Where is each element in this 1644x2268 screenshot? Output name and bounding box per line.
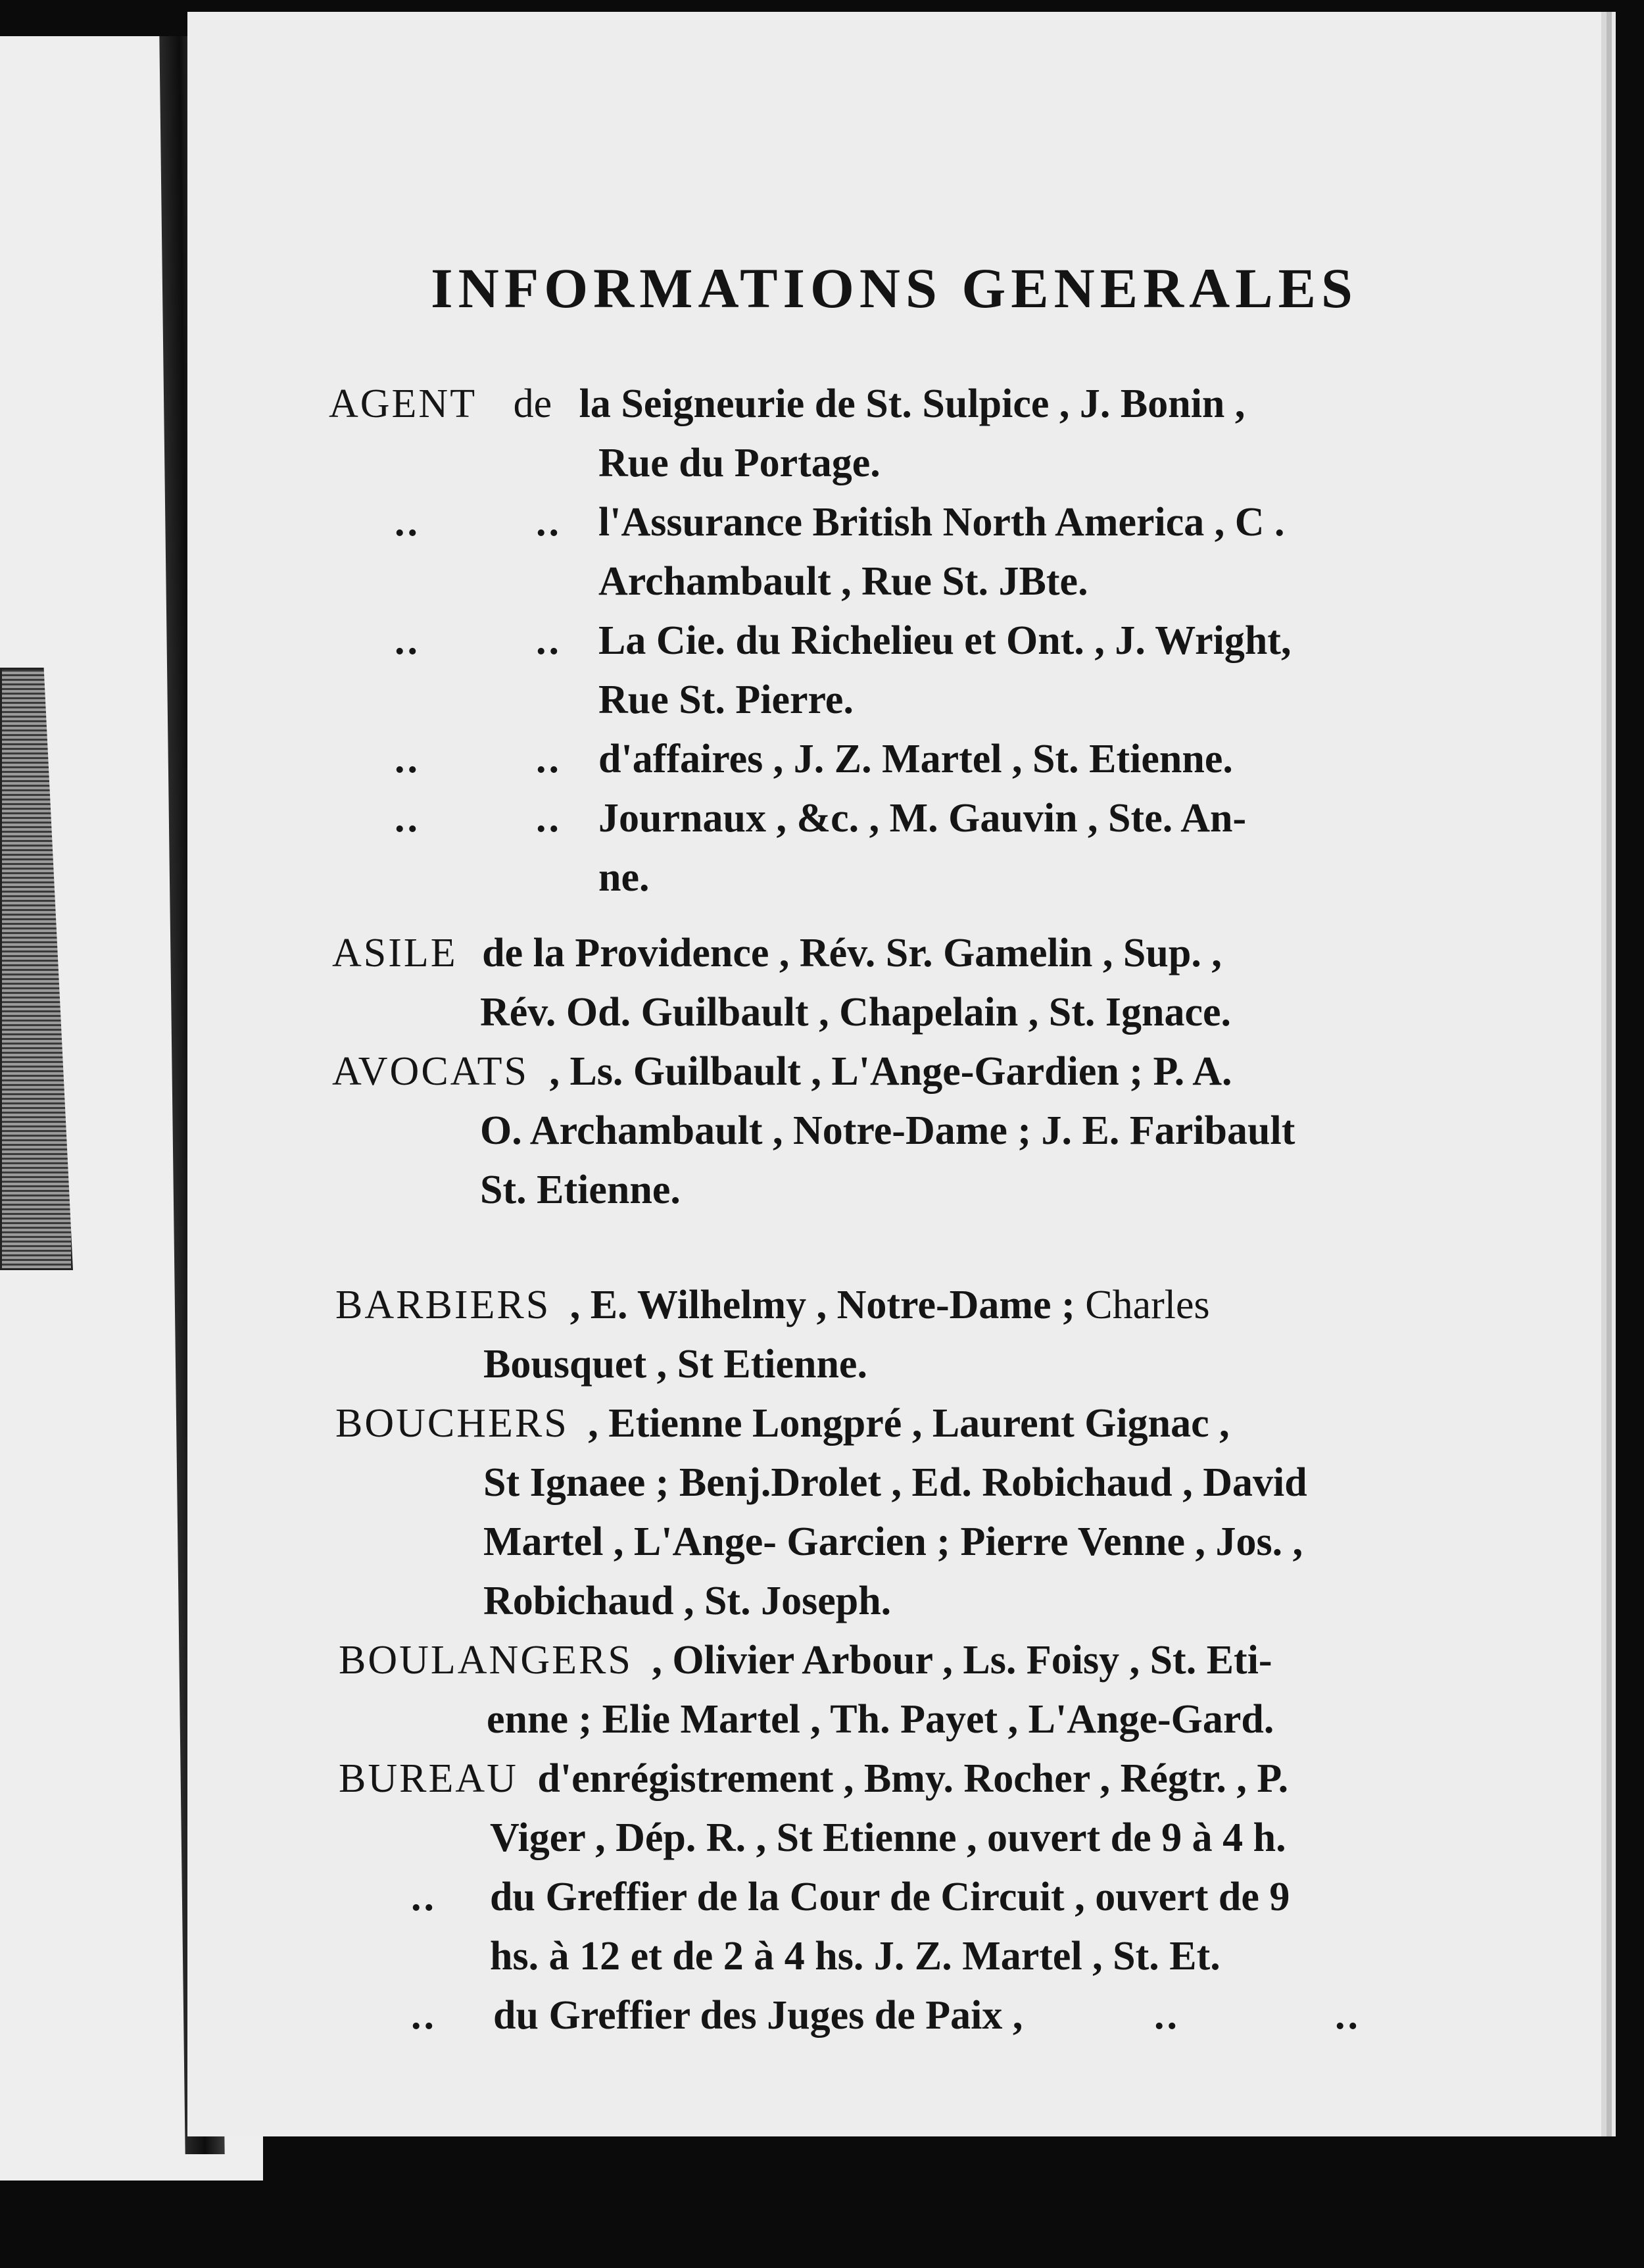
ditto-marks: .. xyxy=(536,737,562,781)
ditto-marks: .. xyxy=(395,618,420,663)
engraving-fragment xyxy=(0,668,73,1270)
entry-line xyxy=(335,1403,1230,1444)
entry-text: , Ls. Guilbault , L'Ange-Gardien ; P. A. xyxy=(549,1049,1232,1094)
entry-text: hs. à 12 et de 2 à 4 hs. J. Z. Martel , St. Et. xyxy=(490,1934,1221,1979)
entry-line xyxy=(483,1462,1307,1503)
entry-line xyxy=(480,992,1231,1033)
entry-line xyxy=(332,933,1222,974)
ditto-marks: .. xyxy=(395,500,420,545)
entry-line xyxy=(395,502,420,543)
entry-line xyxy=(332,1051,1232,1092)
entry-text: Bousquet , St Etienne. xyxy=(483,1342,867,1387)
entry-line xyxy=(598,502,1285,543)
ditto-marks: .. xyxy=(395,737,420,781)
entry-line xyxy=(536,502,562,543)
ditto-marks: .. xyxy=(1154,1993,1180,2038)
entry-text: Robichaud , St. Joseph. xyxy=(483,1579,892,1623)
entry-line xyxy=(598,561,1088,602)
ditto-marks: .. xyxy=(536,618,562,663)
entry-text: , E. Wilhelmy , Notre-Dame ; xyxy=(569,1283,1075,1327)
entry-line xyxy=(395,798,420,839)
entry-text: d'affaires , J. Z. Martel , St. Etienne. xyxy=(598,737,1233,781)
entry-text: , Olivier Arbour , Ls. Foisy , St. Eti- xyxy=(652,1638,1272,1683)
entry-line xyxy=(598,857,650,898)
entry-line xyxy=(483,1581,891,1621)
entry-heading: ASILE xyxy=(332,931,458,975)
entry-text: Archambault , Rue St. JBte. xyxy=(598,559,1088,604)
entry-line xyxy=(490,1936,1221,1977)
entry-line xyxy=(480,1170,681,1210)
entry-line xyxy=(598,679,854,720)
entry-line xyxy=(490,1877,1290,1917)
entry-text: St Ignaee ; Benj.Drolet , Ed. Robichaud , David xyxy=(483,1460,1307,1505)
entry-text: ne. xyxy=(598,855,650,900)
entry-line xyxy=(536,620,562,661)
ditto-marks: .. xyxy=(536,796,562,841)
entry-line xyxy=(411,1995,437,2036)
entry-text: la Seigneurie de St. Sulpice , J. Bonin , xyxy=(579,382,1245,426)
entry-text: Martel , L'Ange- Garcien ; Pierre Venne , Jos. , xyxy=(483,1519,1303,1564)
entry-line xyxy=(339,1758,1288,1799)
entry-line xyxy=(598,443,881,483)
entry-text: d'enrégistrement , Bmy. Rocher , Régtr. , P. xyxy=(537,1756,1289,1801)
entry-heading: BUREAU xyxy=(339,1756,518,1801)
entry-line xyxy=(480,1110,1295,1151)
entry-text: du Greffier de la Cour de Circuit , ouvert de 9 xyxy=(490,1875,1290,1919)
entry-line xyxy=(335,1285,1210,1325)
entry-line xyxy=(598,798,1246,839)
ditto-marks: .. xyxy=(1335,1993,1361,2038)
entry-text: Rue du Portage. xyxy=(598,441,881,485)
ditto-marks: .. xyxy=(395,796,420,841)
entry-line xyxy=(411,1877,437,1917)
entry-heading: BOULANGERS xyxy=(339,1638,633,1683)
entry-text: l'Assurance British North America , C . xyxy=(598,500,1285,545)
entry-text: Journaux , &c. , M. Gauvin , Ste. An- xyxy=(598,796,1247,841)
entry-line xyxy=(536,739,562,779)
entry-line xyxy=(490,1817,1286,1858)
entry-text: Charles xyxy=(1075,1283,1210,1327)
entry-line xyxy=(395,739,420,779)
entry-text: St. Etienne. xyxy=(480,1168,681,1212)
ditto-marks: .. xyxy=(536,500,562,545)
entry-text: enne ; Elie Martel , Th. Payet , L'Ange-Gard. xyxy=(487,1697,1274,1742)
entry-line xyxy=(598,620,1291,661)
entry-line xyxy=(395,620,420,661)
entry-text: , Etienne Longpré , Laurent Gignac , xyxy=(588,1401,1230,1446)
ditto-marks: .. xyxy=(411,1993,437,2038)
entry-text: La Cie. du Richelieu et Ont. , J. Wright, xyxy=(598,618,1292,663)
entry-heading: BOUCHERS xyxy=(335,1401,569,1446)
entry-heading: BARBIERS xyxy=(335,1283,551,1327)
document-page xyxy=(187,12,1601,2136)
entry-line xyxy=(487,1699,1274,1740)
entry-line xyxy=(339,1640,1272,1681)
entry-text: Rév. Od. Guilbault , Chapelain , St. Ignace. xyxy=(480,990,1232,1035)
ditto-marks: .. xyxy=(411,1875,437,1919)
entry-text: Viger , Dép. R. , St Etienne , ouvert de 9 à 4 h. xyxy=(490,1815,1286,1860)
entry-text: O. Archambault , Notre-Dame ; J. E. Faribault xyxy=(480,1108,1295,1153)
entry-line xyxy=(483,1521,1303,1562)
entry-line xyxy=(598,739,1233,779)
entry-line xyxy=(536,798,562,839)
entry-line xyxy=(493,1995,1023,2036)
entry-heading: AVOCATS xyxy=(332,1049,529,1094)
entry-heading: AGENT xyxy=(329,382,477,426)
entry-line xyxy=(483,1344,867,1385)
page-title: INFORMATIONS GENERALES xyxy=(431,257,1358,320)
entry-text: Rue St. Pierre. xyxy=(598,678,854,722)
entry-text: de xyxy=(513,382,552,426)
entry-text: de la Providence , Rév. Sr. Gamelin , Sup. , xyxy=(482,931,1222,975)
entry-line xyxy=(329,383,1245,424)
entry-text: du Greffier des Juges de Paix , xyxy=(493,1993,1023,2038)
